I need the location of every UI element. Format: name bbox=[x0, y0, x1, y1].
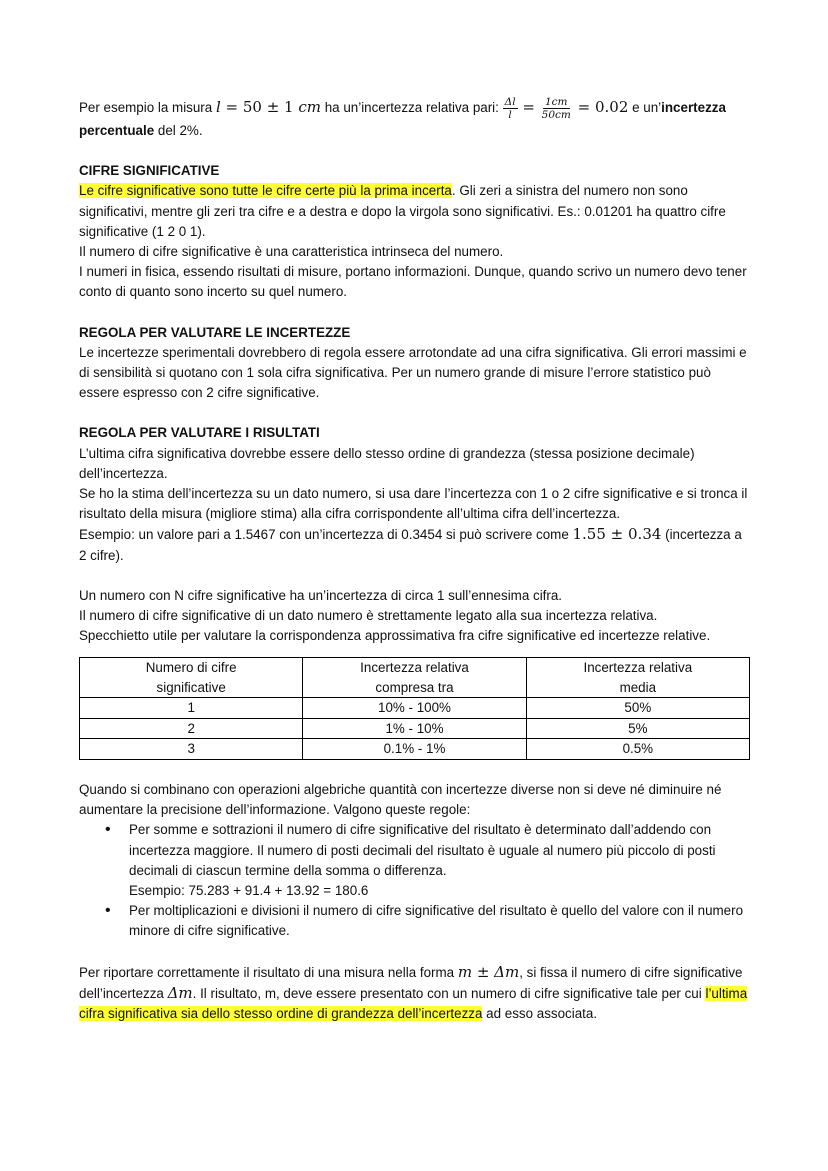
nota-p3: Specchietto utile per valutare la corrispondenza approssimativa fra cifre significative ed incertezze relative. bbox=[79, 628, 711, 644]
bold-percentuale: percentuale bbox=[79, 123, 155, 138]
table-cell: 2 bbox=[80, 718, 303, 739]
regola-risultati-p3: Esempio: un valore pari a 1.5467 con un’incertezza di 0.3454 si può scrivere come 1.55 ± 0.34 (incertezza a 2 cifre). bbox=[79, 525, 742, 563]
table-cell: 1 bbox=[80, 698, 303, 719]
intro-text-post: e un’ bbox=[628, 100, 662, 116]
table-cell: 3 bbox=[80, 739, 303, 760]
cifre-paragraph-3: I numeri in fisica, essendo risultati di misure, portano informazioni. Dunque, quando scrivo un numero devo tener conto di quanto sono incerto su quel numero. bbox=[79, 264, 747, 300]
intro-text-end: del 2%. bbox=[154, 123, 203, 138]
section-title-cifre: CIFRE SIGNIFICATIVE bbox=[79, 163, 220, 179]
table-header-cell: Incertezza relativa compresa tra bbox=[303, 658, 526, 698]
fraction-delta-l: $\frac{\Delta l}{l}$ bbox=[504, 96, 516, 121]
table-row bbox=[80, 698, 750, 719]
finale-paragraph: Per riportare correttamente il risultato di una misura nella forma m ± Δm, si fissa il numero di cifre significative dell’incertezza Δm. Il risultato, m, deve essere presentato con un numero di cifre significative tale per cui l’ultima cifra significativa sia dello stesso ordine di grandezza dell’incertezza ad esso associata. bbox=[79, 962, 748, 1021]
equals-sign: = bbox=[517, 98, 540, 117]
table-cell: 0.1% - 1% bbox=[303, 739, 526, 760]
cifre-paragraph: Le cifre significative sono tutte le cifre certe più la prima incerta. Gli zeri a sinistra del numero non sono significativi, mentre gli zeri tra cifre e a destra e dopo la virgola sono significativi. Es.: 0.01201 ha quattro cifre significative (1 2 0 1). bbox=[79, 183, 726, 239]
regola-risultati-p1: L’ultima cifra significativa dovrebbe essere dello stesso ordine di grandezza (stessa posizione decimale) dell’incertezza. bbox=[79, 445, 695, 481]
list-item: • Per moltiplicazioni e divisioni il numero di cifre significative del risultato è quello del valore con il numero minore di cifre significative. bbox=[129, 901, 751, 941]
list-item: • Per somme e sottrazioni il numero di cifre significative del risultato è determinato dall’addendo con incertezza maggiore. Il numero di posti decimali del risultato è uguale al numero più piccolo di posti decimali di ciascun termine della somma o differenza. Esempio: 75.283 + 91.4 + 13.92 = 180.6 bbox=[129, 820, 751, 901]
table-cell: 50% bbox=[526, 698, 749, 719]
table-cell: 0.5% bbox=[526, 739, 749, 760]
table-row bbox=[80, 739, 750, 760]
intro-paragraph bbox=[79, 96, 751, 141]
document-page bbox=[79, 96, 751, 1024]
table-header-cell: Incertezza relativa media bbox=[526, 658, 749, 698]
regola-risultati-p2: Se ho la stima dell’incertezza su un dato numero, si usa dare l’incertezza con 1 o 2 cifre significative e si tronca il risultato della misura (migliore stima) alla cifra corrispondente all’ultima cifra dell’incertezza. bbox=[79, 486, 748, 522]
nota-p1: Un numero con N cifre significative ha un’incertezza di circa 1 sull’ennesima cifra. bbox=[79, 587, 563, 603]
table-cell: 1% - 10% bbox=[303, 718, 526, 739]
table-header-cell: Numero di cifre significative bbox=[80, 658, 303, 698]
table-cell: 10% - 100% bbox=[303, 698, 526, 719]
math-m-pm-dm: m ± Δm bbox=[457, 962, 520, 981]
math-result: = 0.02 bbox=[572, 98, 629, 117]
intro-text: Per esempio la misura bbox=[79, 100, 216, 116]
highlight-rule: l’ultima cifra significativa sia dello stesso ordine di grandezza dell’incertezza bbox=[79, 985, 748, 1021]
fraction-cm: $\frac{1cm}{50cm}$ bbox=[541, 96, 571, 121]
nota-p2: Il numero di cifre significative di un dato numero è strettamente legato alla sua incertezza relativa. bbox=[79, 608, 658, 624]
table-cell: 5% bbox=[526, 718, 749, 739]
regola-incertezze-paragraph: Le incertezze sperimentali dovrebbero di regola essere arrotondate ad una cifra significativa. Gli errori massimi e di sensibilità si quotano con 1 sola cifra significativa. Per un numero grande di misure l’errore statistico può essere espresso con 2 cifre significative. bbox=[79, 344, 747, 401]
math-dm: Δm bbox=[167, 983, 193, 1002]
operazioni-intro: Quando si combinano con operazioni algebriche quantità con incertezze diverse non si deve né diminuire né aumentare la precisione dell’informazione. Valgono queste regole: bbox=[79, 781, 722, 818]
example-sum: Esempio: 75.283 + 91.4 + 13.92 = 180.6 bbox=[129, 882, 369, 898]
math-unit: cm bbox=[298, 98, 321, 117]
table-row bbox=[80, 718, 750, 739]
rules-list bbox=[79, 820, 751, 941]
math-example: 1.55 ± 0.34 bbox=[572, 525, 662, 544]
cifre-table bbox=[79, 657, 750, 760]
table-header-row bbox=[80, 658, 750, 698]
section-title-regola-risultati: REGOLA PER VALUTARE I RISULTATI bbox=[79, 425, 320, 441]
highlight-definition: Le cifre significative sono tutte le cifre certe più la prima incerta bbox=[79, 183, 452, 199]
bold-incertezza: incertezza bbox=[661, 100, 726, 116]
math-l: l bbox=[215, 98, 221, 117]
intro-text-mid: ha un’incertezza relativa pari: bbox=[320, 100, 503, 116]
section-title-regola-incertezze: REGOLA PER VALUTARE LE INCERTEZZE bbox=[79, 324, 351, 340]
cifre-paragraph-2: Il numero di cifre significative è una caratteristica intrinseca del numero. bbox=[79, 244, 504, 260]
math-value: = 50 ± 1 bbox=[220, 98, 299, 117]
